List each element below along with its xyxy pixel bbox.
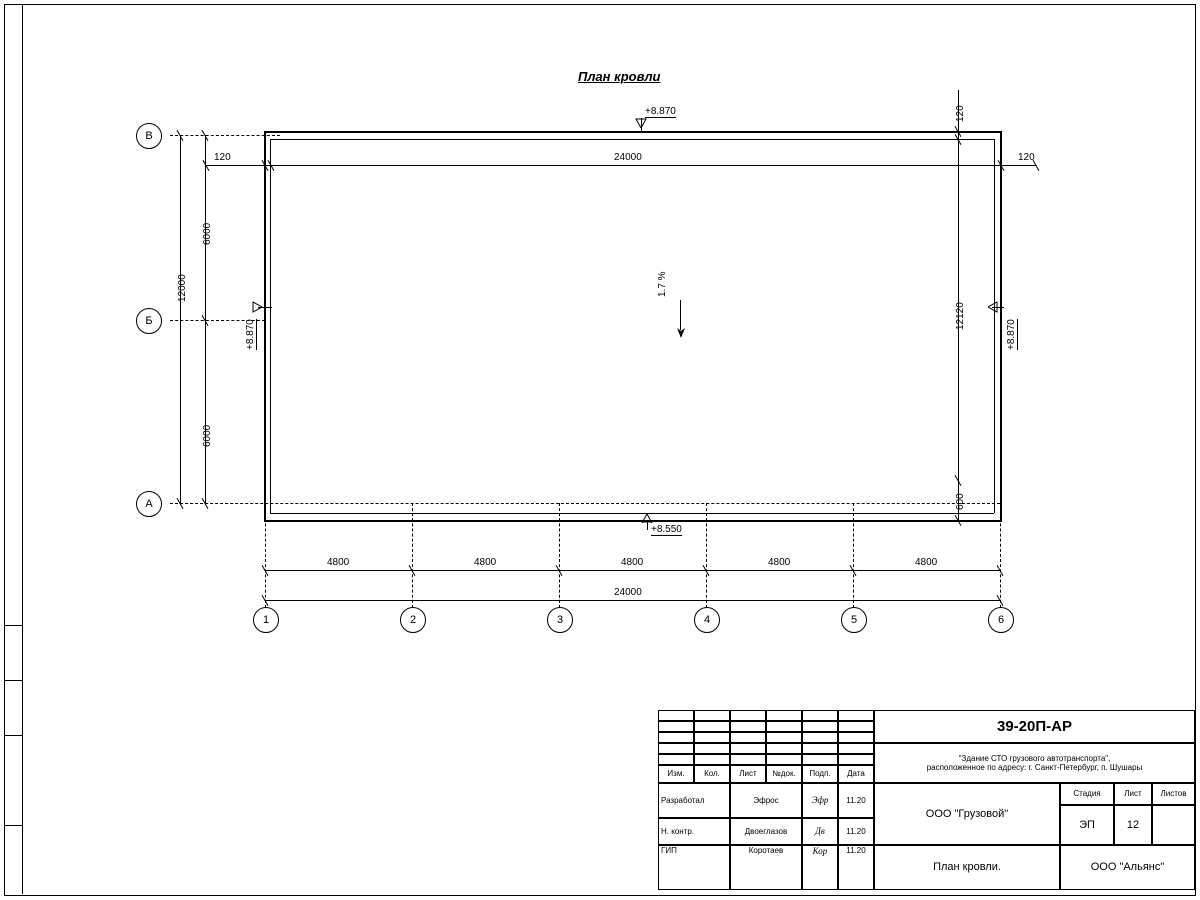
- dim-bottom-seg-5: 4800: [915, 557, 938, 568]
- stamp-grid-cell: [658, 721, 694, 732]
- stamp-date-3: 11.20: [838, 845, 874, 890]
- level-left-arrow: [252, 300, 262, 314]
- dim-left-seg-top: 6000: [202, 222, 213, 245]
- stamp-grid-cell: [658, 732, 694, 743]
- roof-parapet-top: [270, 139, 994, 140]
- roof-outline-bottom: [264, 520, 1002, 522]
- axis-bubble-2: 2: [400, 607, 426, 633]
- stamp-header-list: Лист: [730, 765, 766, 783]
- stamp-grid-cell: [838, 732, 874, 743]
- dim-line-bottom-seg: [265, 570, 1000, 571]
- axis-bubble-5: 5: [841, 607, 867, 633]
- dim-bottom-seg-3: 4800: [621, 557, 644, 568]
- page-title: План кровли: [578, 69, 661, 84]
- stamp-list-value: 12: [1114, 805, 1152, 845]
- dim-right-top: 120: [955, 105, 966, 122]
- title-block: [658, 710, 1195, 890]
- axis-bubble-3: 3: [547, 607, 573, 633]
- level-bottom: +8.550: [651, 524, 682, 535]
- stamp-grid-cell: [730, 721, 766, 732]
- axis-line-5: [853, 503, 854, 613]
- axis-bubble-1: 1: [253, 607, 279, 633]
- stamp-grid-cell: [730, 743, 766, 754]
- strip-divider-2: [4, 680, 22, 681]
- axis-line-a: [170, 503, 1000, 504]
- stamp-header-podp: Подп.: [802, 765, 838, 783]
- stamp-stage-header: Стадия: [1060, 783, 1114, 805]
- stamp-object-line2: расположенное по адресу: г. Санкт-Петербург, п. Шушары: [926, 763, 1143, 772]
- axis-line-v-top: [170, 135, 280, 136]
- axis-bubble-6: 6: [988, 607, 1014, 633]
- dim-left-seg-bottom: 6000: [202, 424, 213, 447]
- dim-line-left-outer: [180, 135, 181, 505]
- stamp-grid-cell: [802, 754, 838, 765]
- stamp-grid-cell: [766, 754, 802, 765]
- stamp-customer: ООО "Грузовой": [874, 783, 1060, 845]
- stamp-sign-3: Кор: [802, 845, 838, 890]
- strip-divider-4: [4, 825, 22, 826]
- stamp-designer: ООО "Альянс": [1060, 845, 1195, 890]
- stamp-grid-cell: [694, 732, 730, 743]
- stamp-role-3: ГИП: [658, 845, 730, 890]
- stamp-grid-cell: [838, 721, 874, 732]
- level-top-arrow: [634, 118, 648, 128]
- axis-line-4: [706, 503, 707, 613]
- dim-bottom-seg-2: 4800: [474, 557, 497, 568]
- stamp-grid-cell: [802, 710, 838, 721]
- dim-left-total: 12000: [177, 274, 188, 302]
- stamp-grid-cell: [694, 743, 730, 754]
- stamp-date-2: 11.20: [838, 818, 874, 845]
- stamp-lists-header: Листов: [1152, 783, 1195, 805]
- stamp-header-kol: Кол.: [694, 765, 730, 783]
- axis-bubble-4: 4: [694, 607, 720, 633]
- axis-bubble-v: В: [136, 123, 162, 149]
- roof-outline-left: [264, 131, 266, 522]
- stamp-role-1: Разработал: [658, 783, 730, 818]
- stamp-grid-cell: [838, 754, 874, 765]
- dim-top-wall-right: 120: [1018, 152, 1035, 163]
- roof-outline-top: [264, 131, 1002, 133]
- stamp-grid-cell: [802, 721, 838, 732]
- stamp-grid-cell: [802, 732, 838, 743]
- dim-top-overall: 24000: [614, 152, 642, 163]
- stamp-grid-cell: [658, 710, 694, 721]
- stamp-name-3: Коротаев: [730, 845, 802, 890]
- stamp-grid-cell: [658, 743, 694, 754]
- stamp-grid-cell: [838, 710, 874, 721]
- strip-divider-3: [4, 735, 22, 736]
- roof-outline-right: [1000, 131, 1002, 522]
- axis-line-1: [265, 503, 266, 613]
- roof-parapet-bottom: [270, 513, 994, 514]
- stamp-object: [874, 743, 1195, 783]
- stamp-sign-1: Эфр: [802, 783, 838, 818]
- stamp-grid-cell: [694, 710, 730, 721]
- stamp-grid-cell: [766, 710, 802, 721]
- axis-line-6: [1000, 503, 1001, 613]
- dim-line-top: [206, 165, 1036, 166]
- stamp-grid-cell: [730, 710, 766, 721]
- stamp-grid-cell: [658, 754, 694, 765]
- dim-bottom-seg-1: 4800: [327, 557, 350, 568]
- stamp-grid-cell: [766, 743, 802, 754]
- stamp-name-2: Двоеглазов: [730, 818, 802, 845]
- stamp-date-1: 11.20: [838, 783, 874, 818]
- stamp-sign-2: Дв: [802, 818, 838, 845]
- stamp-grid-cell: [694, 754, 730, 765]
- dim-line-bottom-total: [265, 600, 1000, 601]
- stamp-object-line1: "Здание СТО грузового автотранспорта",: [958, 753, 1111, 763]
- level-top: +8.870: [645, 106, 676, 117]
- roof-parapet-left: [270, 139, 271, 513]
- stamp-sheet-name: План кровли.: [874, 845, 1060, 890]
- stamp-grid-cell: [766, 721, 802, 732]
- dim-bottom-seg-4: 4800: [768, 557, 791, 568]
- axis-bubble-a: А: [136, 491, 162, 517]
- stamp-stage-value: ЭП: [1060, 805, 1114, 845]
- stamp-header-data: Дата: [838, 765, 874, 783]
- sheet-left-strip: [4, 4, 23, 894]
- level-left: +8.870: [245, 319, 256, 350]
- dim-right-600: 600: [955, 493, 966, 510]
- stamp-grid-cell: [694, 721, 730, 732]
- strip-divider-1: [4, 625, 22, 626]
- stamp-code: 39-20П-АР: [874, 710, 1195, 743]
- stamp-name-1: Эфрос: [730, 783, 802, 818]
- stamp-lists-value: [1152, 805, 1195, 845]
- axis-line-2: [412, 503, 413, 613]
- slope-arrow-head: [674, 326, 688, 338]
- slope-label: 1.7 %: [657, 271, 668, 297]
- stamp-header-ndok: №док.: [766, 765, 802, 783]
- level-bottom-arrow: [640, 513, 654, 523]
- level-right-arrow: [988, 300, 998, 314]
- roof-parapet-right: [994, 139, 995, 513]
- stamp-grid-cell: [730, 732, 766, 743]
- stamp-grid-cell: [802, 743, 838, 754]
- axis-bubble-b: Б: [136, 308, 162, 334]
- dim-top-wall-left: 120: [214, 152, 231, 163]
- stamp-grid-cell: [766, 732, 802, 743]
- stamp-role-2: Н. контр.: [658, 818, 730, 845]
- dim-right-inner: 12120: [955, 302, 966, 330]
- level-right: +8.870: [1006, 319, 1017, 350]
- stamp-grid-cell: [730, 754, 766, 765]
- stamp-header-izm: Изм.: [658, 765, 694, 783]
- axis-line-3: [559, 503, 560, 613]
- stamp-grid-cell: [838, 743, 874, 754]
- dim-bottom-overall: 24000: [614, 587, 642, 598]
- stamp-list-header: Лист: [1114, 783, 1152, 805]
